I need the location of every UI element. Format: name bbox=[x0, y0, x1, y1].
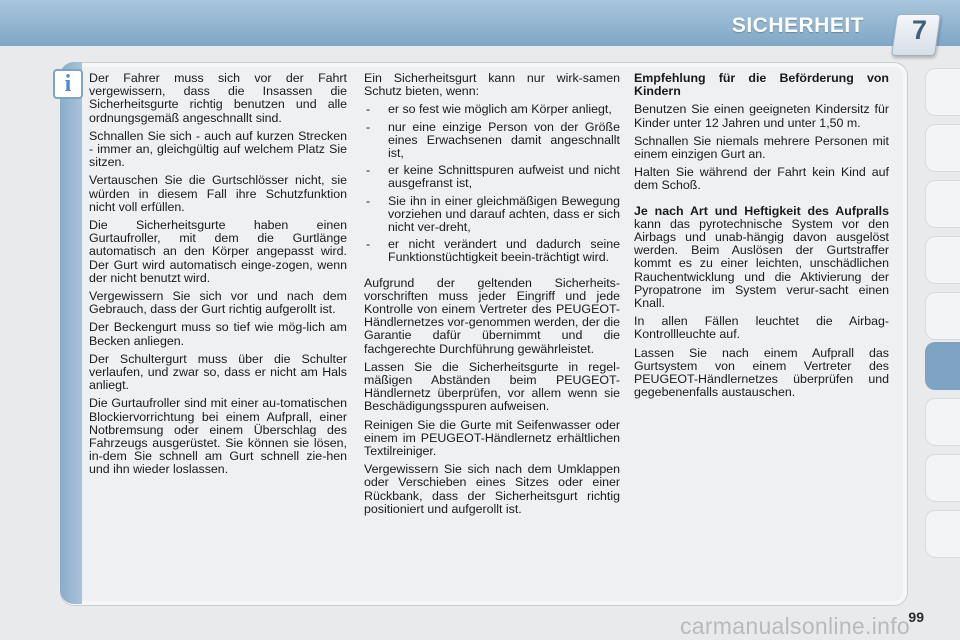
section-heading: Empfehlung für die Beförderung von Kindern bbox=[634, 71, 889, 99]
side-tab-6-active[interactable] bbox=[925, 342, 960, 390]
column-2 bbox=[364, 72, 620, 521]
condition-list bbox=[364, 103, 620, 264]
column-3 bbox=[634, 72, 889, 404]
paragraph: Aufgrund der geltenden Sicherheits-vorschriften muss jeder Eingriff und jede Kontrolle von einem Vertreter des PEUGEOT-Händlernetzes vor-genommen werden, der die Garantie dafür übernimmt und die fachgerechte Durchführung gewährleistet. bbox=[364, 275, 620, 356]
column-1 bbox=[89, 72, 347, 482]
paragraph: Der Fahrer muss sich vor der Fahrt vergewissern, dass die Insassen die Sicherheitsgurte richtig benutzen und alle ordnungsgemäß angeschnallt sind. bbox=[89, 71, 347, 125]
paragraph: Reinigen Sie die Gurte mit Seifenwasser oder einem im PEUGEOT-Händlernetz erhältlichen Textilreiniger. bbox=[364, 417, 620, 459]
watermark: carmanualsonline.info bbox=[679, 613, 910, 639]
side-tab-3[interactable] bbox=[925, 180, 960, 228]
chapter-number: 7 bbox=[911, 15, 927, 45]
paragraph: In allen Fällen leuchtet die Airbag-Kontrollleuchte auf. bbox=[634, 314, 889, 342]
panel-stripe bbox=[60, 62, 82, 604]
paragraph: Die Sicherheitsgurte haben einen Gurtaufroller, mit dem die Gurtlänge automatisch an den Körper angepasst wird. Der Gurt wird automatisch einge-zogen, wenn der nicht benutzt wird. bbox=[89, 218, 347, 285]
paragraph: Benutzen Sie einen geeigneten Kindersitz für Kinder unter 12 Jahren und unter 1,50 m. bbox=[634, 102, 889, 130]
paragraph bbox=[634, 205, 889, 311]
list-item: - er so fest wie möglich am Körper anliegt, bbox=[364, 103, 620, 116]
side-tab-7[interactable] bbox=[925, 398, 960, 446]
page-number: 99 bbox=[908, 609, 924, 625]
paragraph: Ein Sicherheitsgurt kann nur wirk-samen Schutz bieten, wenn: bbox=[364, 71, 620, 99]
list-item: - er keine Schnittspuren aufweist und nicht ausgefranst ist, bbox=[364, 164, 620, 190]
list-item: - nur eine einzige Person von der Größe eines Erwachsenen damit angeschnallt ist, bbox=[364, 121, 620, 161]
paragraph: Schnallen Sie niemals mehrere Personen mit einem einzigen Gurt an. bbox=[634, 133, 889, 162]
paragraph: Lassen Sie die Sicherheitsgurte in regel-mäßigen Abständen beim PEUGEOT-Händlernetz überprüfen, vor allem wenn sie Beschädigungsspuren aufweisen. bbox=[364, 359, 620, 414]
info-icon: i bbox=[53, 69, 83, 99]
side-tab-1[interactable] bbox=[925, 68, 960, 116]
paragraph: Halten Sie während der Fahrt kein Kind auf dem Schoß. bbox=[634, 165, 889, 193]
side-tab-4[interactable] bbox=[925, 236, 960, 284]
paragraph: Vergewissern Sie sich nach dem Umklappen oder Verschieben eines Sitzes oder einer Rückbank, dass der Sicherheitsgurt richtig positioniert und aufgerollt ist. bbox=[364, 462, 620, 516]
list-item: - Sie ihn in einer gleichmäßigen Bewegung vorziehen und darauf achten, dass er sich nicht ver-dreht, bbox=[364, 195, 620, 235]
paragraph: Der Beckengurt muss so tief wie mög-lich am Becken anliegen. bbox=[89, 320, 347, 348]
paragraph: Schnallen Sie sich - auch auf kurzen Strecken - immer an, gleichgültig auf welchem Platz Sie sitzen. bbox=[89, 128, 347, 170]
side-tab-9[interactable] bbox=[925, 510, 960, 558]
paragraph: Der Schultergurt muss über die Schulter verlaufen, und zwar so, dass er nicht am Hals anliegt. bbox=[89, 351, 347, 393]
side-tab-8[interactable] bbox=[925, 454, 960, 502]
paragraph-rest: kann das pyrotechnische System vor den Airbags und unab-hängig davon ausgelöst werden. Beim Auslösen der Gurtstraffer kommt es zu einer leichten, unschädlichen Rauchentwicklung und die Aktivierung der Pyropatrone im System verur-sacht einen Knall. bbox=[634, 216, 889, 311]
side-tab-5[interactable] bbox=[925, 292, 960, 340]
paragraph: Vergewissern Sie sich vor und nach dem Gebrauch, dass der Gurt richtig aufgerollt ist. bbox=[89, 289, 347, 317]
paragraph: Vertauschen Sie die Gurtschlösser nicht, sie würden in diesem Fall ihre Schutzfunktion nicht voll erfüllen. bbox=[89, 173, 347, 214]
paragraph: Lassen Sie nach einem Aufprall das Gurtsystem von einem Vertreter des PEUGEOT-Händlernetzes überprüfen und gegebenenfalls austauschen. bbox=[634, 345, 889, 400]
side-tab-2[interactable] bbox=[925, 124, 960, 172]
paragraph: Die Gurtaufroller sind mit einer au-tomatischen Blockiervorrichtung bei einem Aufprall, einer Notbremsung oder einem Überschlag des Fahrzeugs ausgerüstet. Sie können sie lösen, in-dem Sie schnell am Gurt schnell zie-hen und ihn wieder loslassen. bbox=[89, 396, 347, 477]
section-title: SICHERHEIT bbox=[731, 14, 864, 37]
bold-lead: Je nach Art und Heftigkeit des Aufpralls bbox=[634, 203, 889, 218]
list-item: - er nicht verändert und dadurch seine Funktionstüchtigkeit beein-trächtigt wird. bbox=[364, 238, 620, 264]
